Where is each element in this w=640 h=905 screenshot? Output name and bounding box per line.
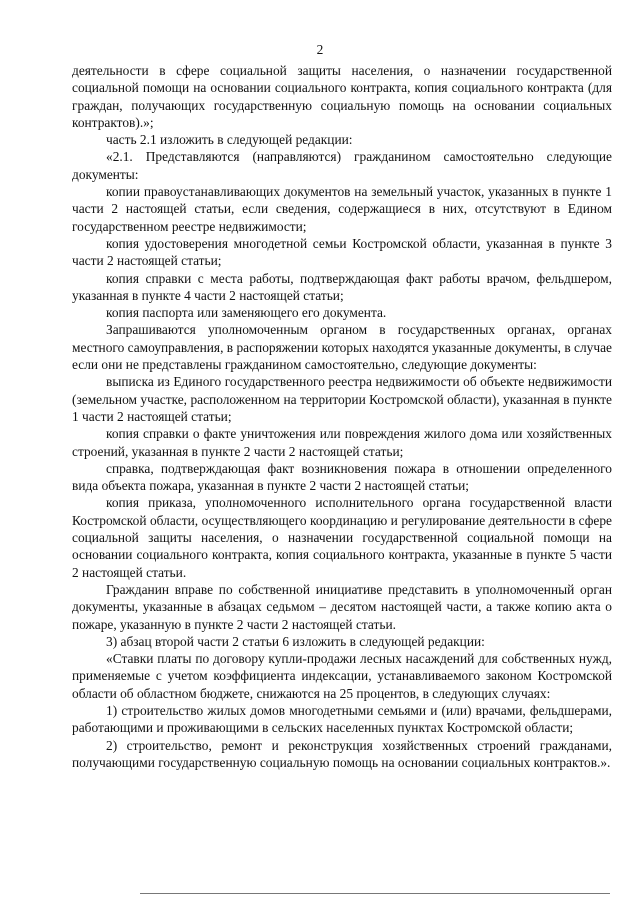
paragraph-4: копии правоустанавливающих документов на земельный участок, указанных в пункте 1 части 2 настоящей статьи, если сведения, содержащиеся в них, отсутствуют в Едином государственном реестре недвижимости;	[72, 184, 612, 234]
paragraph-14: 3) абзац второй части 2 статьи 6 изложить в следующей редакции:	[106, 633, 485, 649]
paragraph-6: копия справки с места работы, подтверждающая факт работы врачом, фельдшером, указанная в пункте 4 части 2 настоящей статьи;	[72, 270, 612, 303]
page-number: 2	[316, 42, 324, 57]
paragraph-12: копия приказа, уполномоченного исполнительного органа государственной власти Костромской области, осуществляющего координацию и регулирование деятельности в сфере социальной защиты населения, о назначении государственной социальной помощи на основании социального контракта, копия социального контракта, указанные в пункте 5 части 2 настоящей статьи.	[72, 495, 612, 580]
document-body	[72, 62, 612, 771]
paragraph-13: Гражданин вправе по собственной инициативе представить в уполномоченный орган документы, указанные в абзацах седьмом – десятом настоящей части, а также копию акта о пожаре, указанную в пункте 2 части 2 настоящей статьи.	[72, 581, 612, 632]
paragraph-11: справка, подтверждающая факт возникновения пожара в отношении определенного вида объекта пожара, указанная в пункте 2 части 2 настоящей статьи;	[72, 460, 612, 494]
paragraph-9: выписка из Единого государственного реестра недвижимости об объекте недвижимости (земельном участке, расположенном на территории Костромской области), указанная в пункте 1 части 2 настоящей статьи;	[72, 374, 612, 424]
bottom-rule	[140, 893, 610, 894]
paragraph-3: «2.1. Представляются (направляются) гражданином самостоятельно следующие документы:	[72, 149, 612, 182]
paragraph-16: 1) строительство жилых домов многодетными семьями и (или) врачами, фельдшерами, работающими и проживающими в сельских населенных пунктах Костромской области;	[72, 702, 612, 736]
paragraph-15: «Ставки платы по договору купли-продажи лесных насаждений для собственных нужд, применяемые с учетом коэффициента индексации, устанавливаемого законом Костромской области об областном бюджете, снижаются на 25 процентов, в следующих случаях:	[72, 651, 612, 701]
paragraph-7: копия паспорта или заменяющего его документа.	[106, 305, 387, 321]
paragraph-1: деятельности в сфере социальной защиты населения, о назначении государственной социальной помощи на основании социального контракта, копия социального контракта (для граждан, получающих государственную социальную помощь на основании социальных контрактов).»;	[72, 63, 612, 130]
paragraph-5: копия удостоверения многодетной семьи Костромской области, указанная в пункте 3 части 2 настоящей статьи;	[72, 235, 612, 269]
paragraph-2: часть 2.1 изложить в следующей редакции:	[106, 132, 353, 148]
paragraph-17: 2) строительство, ремонт и реконструкция хозяйственных строений гражданами, получающими государственную социальную помощь на основании социальных контрактов.».	[72, 737, 612, 770]
paragraph-10: копия справки о факте уничтожения или повреждения жилого дома или хозяйственных строений, указанная в пункте 2 части 2 настоящей статьи;	[72, 426, 612, 459]
paragraph-8: Запрашиваются уполномоченным органом в государственных органах, органах местного самоуправления, в распоряжении которых находятся указанные документы, в случае если они не представлены гражданином самостоятельно, следующие документы:	[72, 322, 612, 373]
